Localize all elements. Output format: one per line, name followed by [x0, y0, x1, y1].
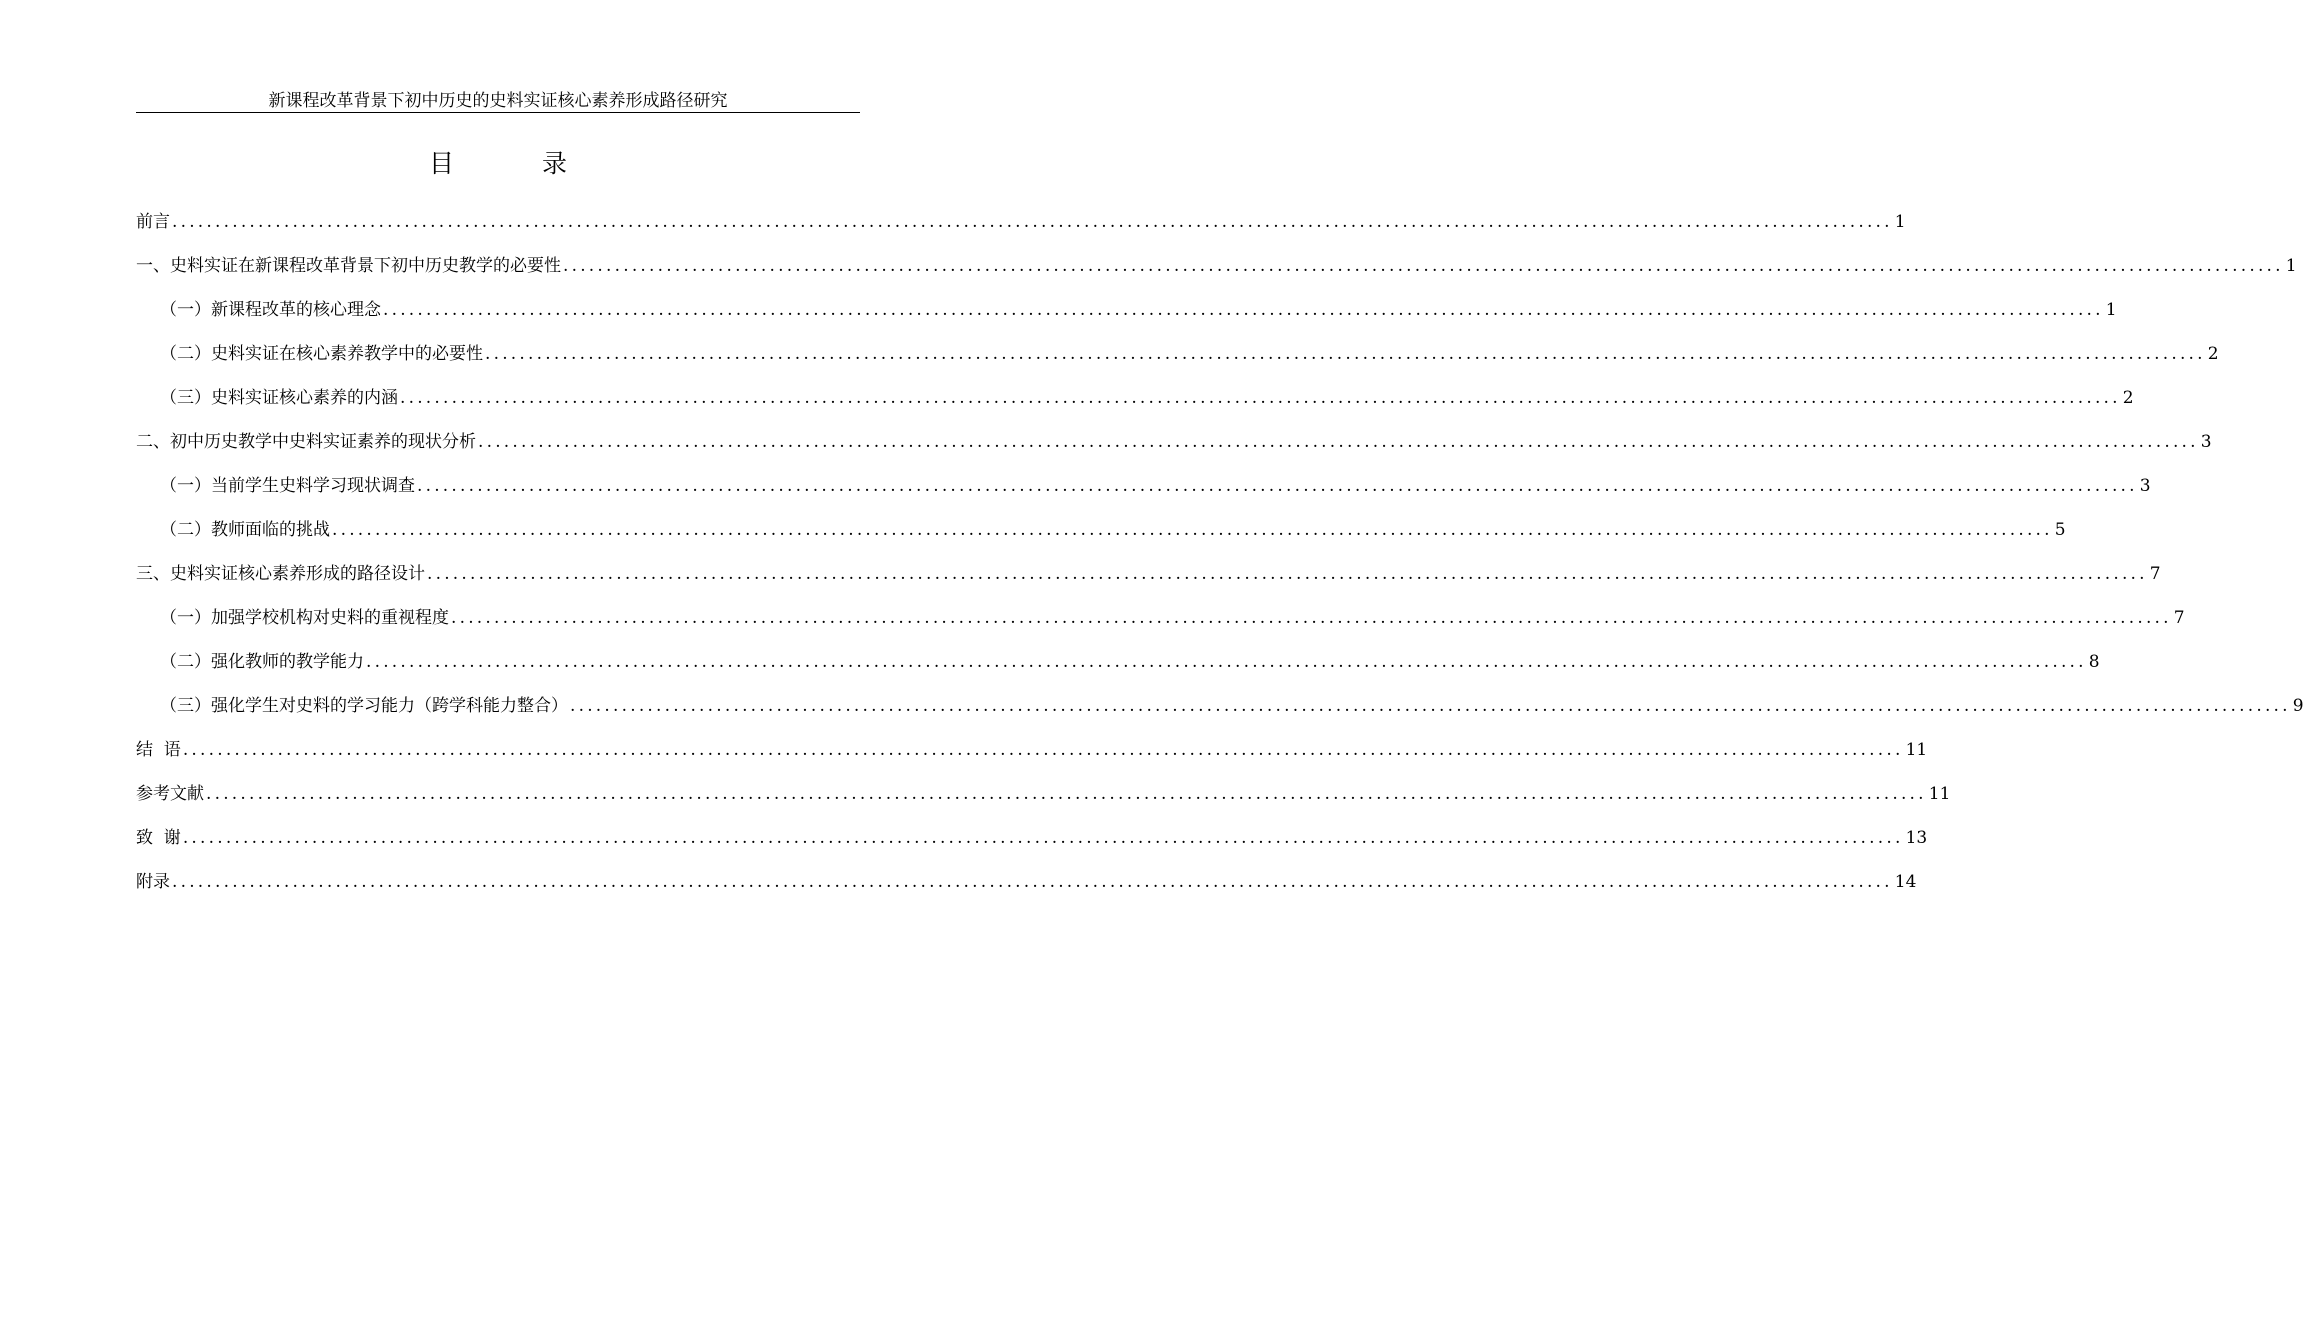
toc-page-number: 3	[2139, 476, 2151, 496]
toc-entry[interactable]	[136, 252, 2297, 296]
toc-page-number: 1	[2285, 256, 2297, 276]
dot-leader: ........................................................................................................................................................................................................	[172, 212, 1893, 232]
toc-entry-text: 三、史料实证核心素养形成的路径设计	[136, 564, 425, 584]
toc-entry[interactable]	[136, 208, 1906, 252]
toc-entry-text: （二）史料实证在核心素养教学中的必要性	[160, 344, 483, 364]
dot-leader: ........................................................................................................................................................................................................	[383, 300, 2104, 320]
toc-page-number: 14	[1894, 872, 1917, 892]
toc-page-number: 9	[2292, 696, 2304, 716]
dot-leader: ........................................................................................................................................................................................................	[570, 696, 2291, 716]
toc-page-number: 5	[2054, 520, 2066, 540]
toc-entry[interactable]	[136, 824, 1928, 868]
dot-leader: ........................................................................................................................................................................................................	[400, 388, 2121, 408]
toc-entry-text: 参考文献	[136, 784, 204, 804]
toc-page-number: 13	[1905, 828, 1928, 848]
dot-leader: ........................................................................................................................................................................................................	[182, 740, 1904, 760]
toc-page-number: 8	[2088, 652, 2100, 672]
dot-leader: ........................................................................................................................................................................................................	[451, 608, 2172, 628]
toc-entry-text: （一）新课程改革的核心理念	[160, 300, 381, 320]
dot-leader: ........................................................................................................................................................................................................	[172, 872, 1893, 892]
dot-leader: ........................................................................................................................................................................................................	[417, 476, 2138, 496]
toc-entry[interactable]	[136, 604, 2185, 648]
toc-entry-text: 致 谢	[136, 828, 181, 848]
toc-page-number: 11	[1905, 740, 1928, 760]
toc-entry-text: 二、初中历史教学中史料实证素养的现状分析	[136, 432, 476, 452]
toc-entry[interactable]	[136, 560, 2161, 604]
toc-page-number: 3	[2200, 432, 2212, 452]
toc-page-number: 1	[2105, 300, 2117, 320]
toc-page-number: 11	[1928, 784, 1951, 804]
toc-entry[interactable]	[136, 648, 2100, 692]
toc-entry[interactable]	[136, 472, 2151, 516]
toc-entry[interactable]	[136, 780, 1951, 824]
dot-leader: ........................................................................................................................................................................................................	[485, 344, 2206, 364]
dot-leader: ........................................................................................................................................................................................................	[206, 784, 1927, 804]
toc-entry[interactable]	[136, 868, 1917, 912]
toc-page-number: 2	[2207, 344, 2219, 364]
dot-leader: ........................................................................................................................................................................................................	[427, 564, 2148, 584]
dot-leader: ........................................................................................................................................................................................................	[366, 652, 2087, 672]
toc-entry[interactable]	[136, 428, 2212, 472]
toc-title: 目 录	[429, 149, 607, 178]
toc-entry-text: （二）教师面临的挑战	[160, 520, 330, 540]
dot-leader: ........................................................................................................................................................................................................	[182, 828, 1904, 848]
toc-entry-text: （三）强化学生对史料的学习能力（跨学科能力整合）	[160, 696, 568, 716]
toc-entry[interactable]	[136, 516, 2066, 560]
toc-entry-text: （二）强化教师的教学能力	[160, 652, 364, 672]
toc-entry-text: 结 语	[136, 740, 181, 760]
dot-leader: ........................................................................................................................................................................................................	[478, 432, 2199, 452]
running-header: 新课程改革背景下初中历史的史料实证核心素养形成路径研究	[268, 91, 728, 111]
toc-entry-text: （一）加强学校机构对史料的重视程度	[160, 608, 449, 628]
toc-entry-text: 附录	[136, 872, 170, 892]
toc-entry-text: （三）史料实证核心素养的内涵	[160, 388, 398, 408]
toc-entry-text: 一、史料实证在新课程改革背景下初中历史教学的必要性	[136, 256, 561, 276]
dot-leader: ........................................................................................................................................................................................................	[563, 256, 2284, 276]
toc-entry[interactable]	[136, 296, 2117, 340]
toc-entry-text: （一）当前学生史料学习现状调查	[160, 476, 415, 496]
table-of-contents	[136, 208, 2304, 912]
dot-leader: ........................................................................................................................................................................................................	[332, 520, 2053, 540]
toc-page-number: 7	[2173, 608, 2185, 628]
header-divider	[136, 112, 860, 113]
toc-entry[interactable]	[136, 384, 2134, 428]
toc-page-number: 2	[2122, 388, 2134, 408]
toc-page-number: 1	[1894, 212, 1906, 232]
toc-page-number: 7	[2149, 564, 2161, 584]
toc-entry-text: 前言	[136, 212, 170, 232]
toc-entry[interactable]	[136, 736, 1928, 780]
toc-entry[interactable]	[136, 340, 2219, 384]
toc-entry[interactable]	[136, 692, 2304, 736]
